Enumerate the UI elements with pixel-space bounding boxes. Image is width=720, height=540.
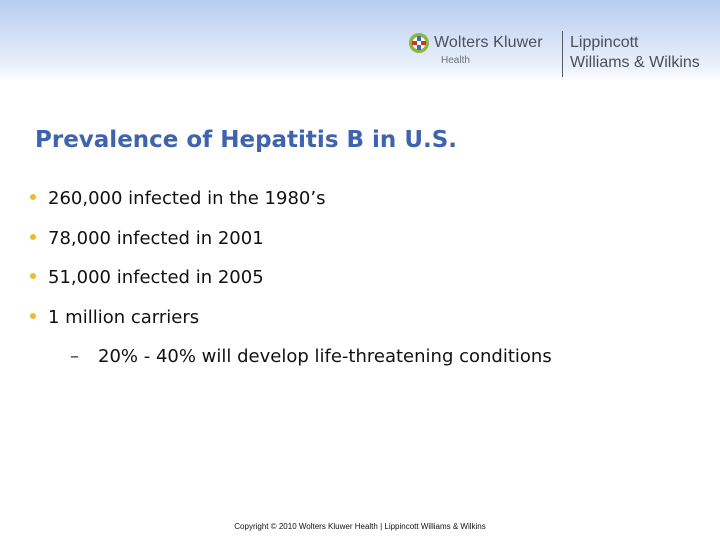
bullet-marker-icon (30, 273, 36, 279)
lippincott-logo-line1: Lippincott (570, 34, 639, 51)
bullet-marker-icon (30, 194, 36, 200)
footer-copyright: Copyright © 2010 Wolters Kluwer Health | Lippincott Williams & Wilkins (234, 522, 486, 531)
wolters-kluwer-name: Wolters Kluwer (434, 34, 543, 51)
bullet-item (30, 228, 264, 249)
dash-marker-icon: – (70, 346, 79, 367)
slide-title: Prevalence of Hepatitis B in U.S. (35, 127, 458, 153)
bullet-text: 78,000 infected in 2001 (48, 228, 264, 249)
bullet-text: 1 million carriers (48, 307, 200, 328)
bullet-marker-icon (30, 313, 36, 319)
bullet-item (30, 307, 199, 328)
bullet-marker-icon (30, 234, 36, 240)
lippincott-logo (570, 33, 700, 73)
bullet-item (30, 267, 264, 288)
lippincott-logo-line2: Williams & Wilkins (570, 54, 700, 71)
sub-bullet-item (70, 346, 552, 367)
logo-divider (562, 31, 563, 77)
bullet-item (30, 188, 325, 209)
sub-bullet-text: 20% - 40% will develop life-threatening conditions (98, 346, 552, 367)
bullet-text: 51,000 infected in 2005 (48, 267, 264, 288)
wolters-kluwer-subtitle: Health (441, 55, 470, 66)
wolters-kluwer-logo-icon (408, 32, 430, 54)
bullet-text: 260,000 infected in the 1980’s (48, 188, 326, 209)
